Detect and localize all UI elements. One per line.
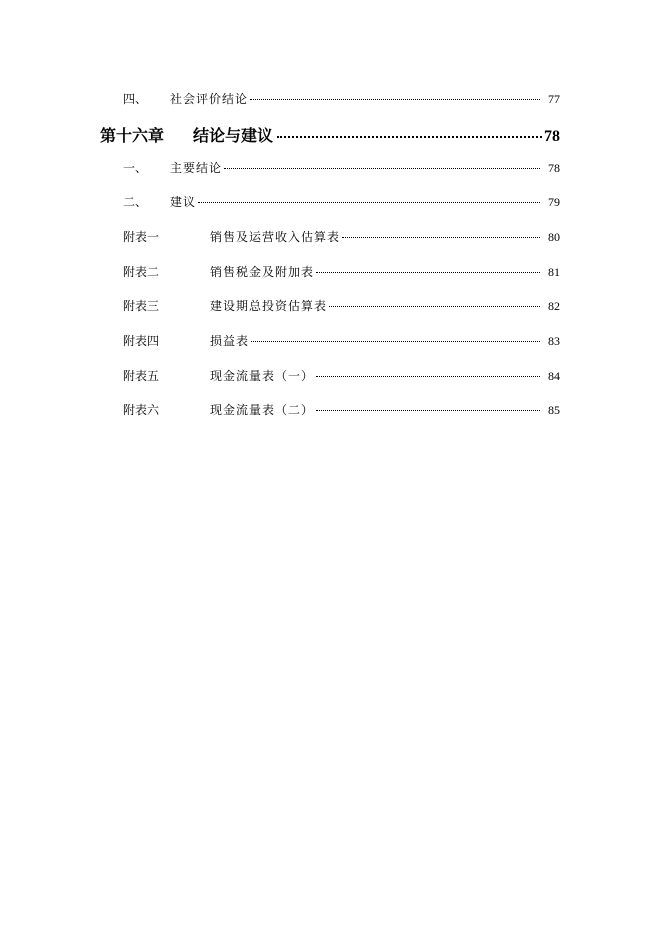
toc-appendix-1[interactable]	[123, 228, 560, 244]
toc-appendix-number: 附表六	[123, 403, 160, 417]
toc-dot-leader	[224, 168, 540, 169]
toc-appendix-page: 84	[548, 369, 560, 383]
toc-dot-leader	[251, 341, 540, 342]
toc-entry-suggestions[interactable]	[123, 193, 560, 209]
toc-appendix-title: 销售及运营收入估算表	[210, 230, 341, 244]
toc-entry-social-evaluation[interactable]	[123, 90, 560, 106]
toc-appendix-4[interactable]	[123, 332, 560, 348]
toc-dot-leader	[316, 272, 540, 273]
toc-entry-number: 一、	[123, 161, 148, 175]
toc-chapter-number: 第十六章	[100, 126, 165, 145]
toc-chapter-16[interactable]	[100, 123, 560, 145]
toc-entry-page: 78	[548, 161, 560, 175]
toc-appendix-number: 附表三	[123, 299, 160, 313]
toc-appendix-number: 附表五	[123, 369, 160, 383]
toc-appendix-title: 建设期总投资估算表	[210, 299, 328, 313]
toc-dot-leader	[277, 136, 542, 138]
toc-appendix-page: 82	[548, 299, 560, 313]
toc-appendix-page: 81	[548, 265, 560, 279]
toc-appendix-title: 损益表	[210, 334, 250, 348]
toc-entry-title: 建议	[170, 195, 197, 209]
toc-appendix-number: 附表四	[123, 334, 160, 348]
toc-chapter-page: 78	[544, 128, 560, 145]
toc-dot-leader	[198, 202, 540, 203]
toc-appendix-number: 附表二	[123, 265, 160, 279]
toc-chapter-title: 结论与建议	[193, 126, 274, 145]
toc-dot-leader	[316, 410, 540, 411]
toc-appendix-title: 现金流量表（二）	[210, 403, 315, 417]
toc-appendix-page: 80	[548, 230, 560, 244]
toc-entry-main-conclusions[interactable]	[123, 159, 560, 175]
toc-appendix-number: 附表一	[123, 230, 160, 244]
toc-entry-title: 主要结论	[170, 161, 223, 175]
toc-appendix-page: 83	[548, 334, 560, 348]
toc-entry-number: 四、	[123, 92, 148, 106]
toc-dot-leader	[316, 376, 540, 377]
toc-appendix-2[interactable]	[123, 263, 560, 279]
toc-dot-leader	[342, 237, 540, 238]
toc-entry-number: 二、	[123, 195, 148, 209]
toc-entry-title: 社会评价结论	[170, 92, 249, 106]
toc-appendix-5[interactable]	[123, 367, 560, 383]
toc-entry-page: 79	[548, 195, 560, 209]
toc-dot-leader	[329, 306, 540, 307]
toc-appendix-title: 销售税金及附加表	[210, 265, 315, 279]
toc-appendix-3[interactable]	[123, 297, 560, 313]
toc-dot-leader	[250, 99, 540, 100]
toc-entry-page: 77	[548, 92, 560, 106]
toc-appendix-title: 现金流量表（一）	[210, 369, 315, 383]
toc-appendix-6[interactable]	[123, 401, 560, 417]
toc-appendix-page: 85	[548, 403, 560, 417]
